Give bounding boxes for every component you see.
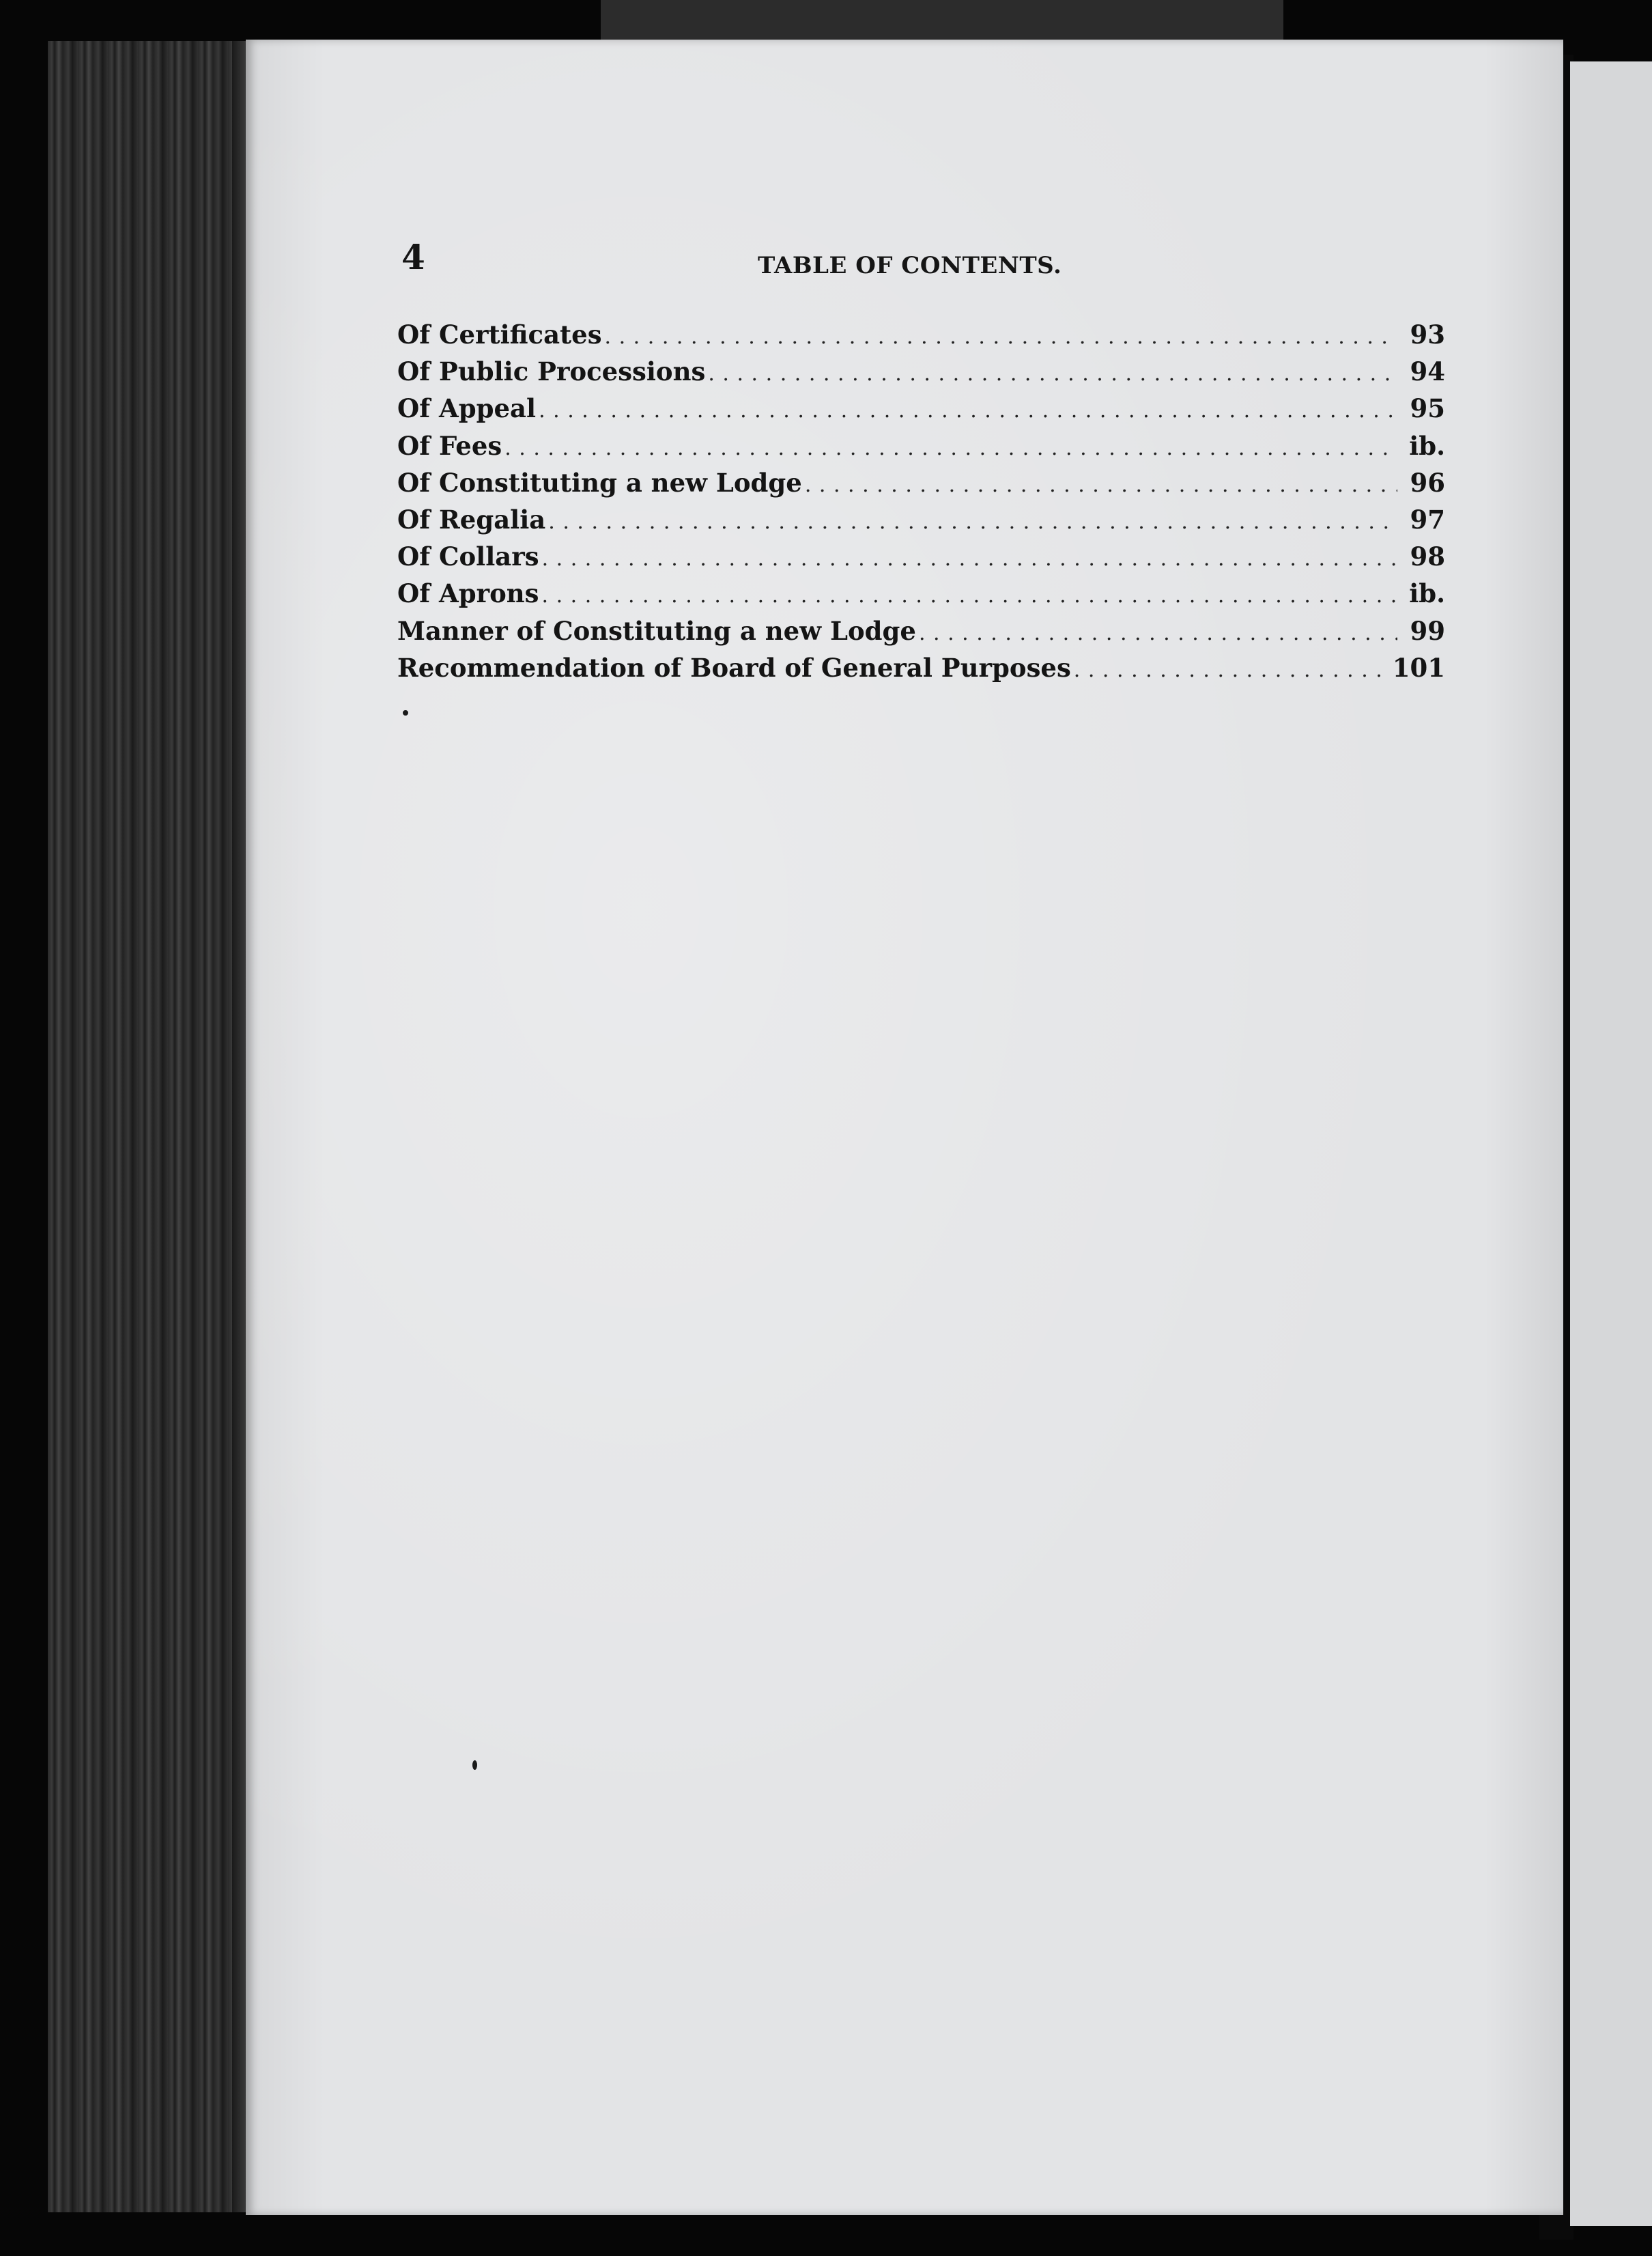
toc-entry-page: 98	[1410, 541, 1445, 572]
toc-entry-page: 93	[1410, 320, 1445, 350]
toc-entry-page: 96	[1410, 467, 1445, 498]
toc-entry-title: Of Fees	[397, 430, 502, 461]
toc-entry-page: 95	[1410, 393, 1445, 424]
toc-entry-page: 97	[1410, 504, 1445, 535]
toc-entry-title: Of Appeal	[397, 393, 537, 424]
toc-entry	[397, 616, 1445, 653]
toc-entry-title: Of Constituting a new Lodge	[397, 467, 802, 498]
toc-entry	[397, 578, 1445, 615]
toc-entry-title: Of Certificates	[397, 320, 602, 350]
dot-leader	[805, 473, 1397, 497]
dot-leader	[504, 436, 1397, 460]
toc-entry	[397, 431, 1445, 468]
dot-leader	[1074, 658, 1386, 682]
toc-entry-page: 94	[1410, 356, 1445, 387]
toc-entry	[397, 541, 1445, 578]
ink-speck	[472, 1760, 477, 1770]
toc-entry-title: Manner of Constituting a new Lodge	[397, 615, 916, 646]
toc-entry-page: ib.	[1409, 430, 1445, 461]
dot-leader	[542, 547, 1397, 571]
dot-leader	[548, 510, 1397, 534]
toc-entry-title: Of Regalia	[397, 504, 546, 535]
toc-entry	[397, 320, 1445, 356]
dot-leader	[605, 325, 1397, 349]
toc-entry-title: Of Aprons	[397, 578, 539, 609]
toc-entry	[397, 653, 1445, 690]
table-of-contents	[397, 320, 1445, 690]
toc-entry-title: Of Public Processions	[397, 356, 706, 387]
toc-entry	[397, 505, 1445, 541]
toc-entry-title: Recommendation of Board of General Purposes	[397, 652, 1071, 683]
toc-entry-page: 99	[1410, 615, 1445, 646]
toc-entry-title: Of Collars	[397, 541, 539, 572]
dot-leader	[919, 621, 1397, 645]
book-page-edges	[48, 41, 273, 2212]
dot-leader	[539, 399, 1397, 423]
ink-speck	[403, 710, 408, 716]
toc-entry-page: ib.	[1409, 578, 1445, 609]
facing-page-edge	[1570, 61, 1652, 2226]
toc-entry	[397, 468, 1445, 505]
toc-entry-page: 101	[1392, 652, 1445, 683]
running-head: TABLE OF CONTENTS.	[758, 252, 1062, 279]
toc-entry	[397, 356, 1445, 393]
dot-leader	[708, 362, 1397, 386]
dot-leader	[542, 584, 1397, 608]
toc-entry	[397, 393, 1445, 430]
page-number: 4	[401, 237, 425, 277]
